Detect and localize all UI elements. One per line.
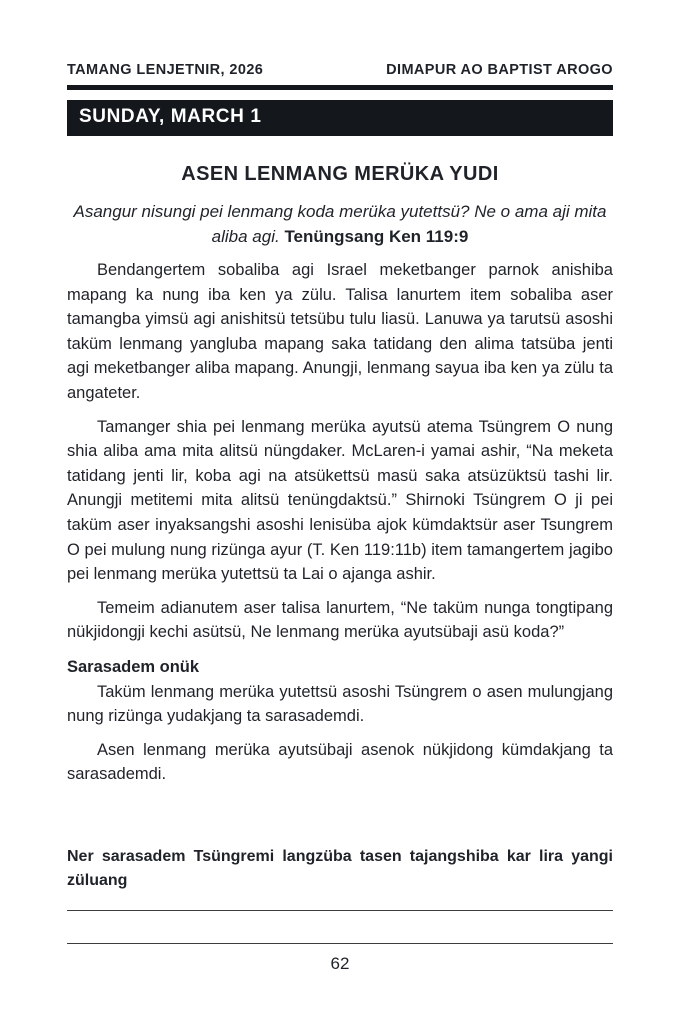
reflection-prompt: Ner sarasadem Tsüngremi langzüba tasen tajangshiba kar lira yangi züluang <box>67 847 613 889</box>
date-banner <box>67 100 613 136</box>
date-banner-label: SUNDAY, MARCH 1 <box>79 106 262 127</box>
devotion-title: ASEN LENMANG MERÜKA YUDI <box>181 163 499 185</box>
prayer-section-heading: Sarasadem onük <box>67 657 200 676</box>
header-organization: DIMAPUR AO BAPTIST AROGO <box>386 62 613 78</box>
running-header <box>67 62 613 78</box>
verse-reference: Tenüngsang Ken 119:9 <box>284 227 469 246</box>
header-publication-title: TAMANG LENJETNIR, 2026 <box>67 62 264 78</box>
prayer-paragraph-1: Taküm lenmang merüka yutettsü asoshi Tsüngrem o asen mulungjang nung rizünga yudakjang ta sarasademdi. <box>67 682 613 726</box>
paragraph-1: Bendangertem sobaliba agi Israel meketbanger parnok anishiba mapang ka nung iba ken ya zülu. Talisa lanurtem item sobaliba aser tamangba yimsü agi anishitsü tetsübu tulu liasü. Lanuwa ya tarutsü asoshi taküm lenmang yangluba mapang saka tatidang den alima tatsüba jenti agi meketbanger aliba mapang. Anungji, lenmang sayua iba ken ya zülu ta angateter. <box>67 261 613 402</box>
prayer-paragraph-2: Asen lenmang merüka ayutsübaji asenok nükjidong kümdakjang ta sarasademdi. <box>67 740 613 784</box>
paragraph-3: Temeim adianutem aser talisa lanurtem, “Ne taküm nunga tongtipang nükjidongji kechi asütsü, Ne lenmang merüka ayutsübaji asü koda?” <box>67 598 613 642</box>
verse-text: Asangur nisungi pei lenmang koda merüka yutettsü? Ne o ama aji mita aliba agi. <box>73 202 607 246</box>
paragraph-2: Tamanger shia pei lenmang merüka ayutsü atema Tsüngrem O nung shia aliba ama mita alitsü nüngdaker. McLaren-i yamai ashir, “Na meketa tatidang jenti lir, koba agi na atsükettsü masü saka atsüzüktsü tashi lir. Anungji metitemi mita alitsü tenüngdaktsü.” Shirnoki Tsüngrem O ji pei taküm aser inyaksangshi asoshi lenisüba ajok kümdaktsür aser Tsungrem O pei mulung nung rizünga ayur (T. Ken 119:11b) item tamangertem jagibo pei lenmang merüka yutettsü ta Lai o ajanga ashir. <box>67 417 613 584</box>
header-rule <box>67 85 613 90</box>
writing-line-2 <box>67 943 613 944</box>
verse-block <box>67 199 613 249</box>
writing-line-1 <box>67 910 613 911</box>
devotion-body <box>67 258 613 787</box>
page-number: 62 <box>330 953 350 973</box>
